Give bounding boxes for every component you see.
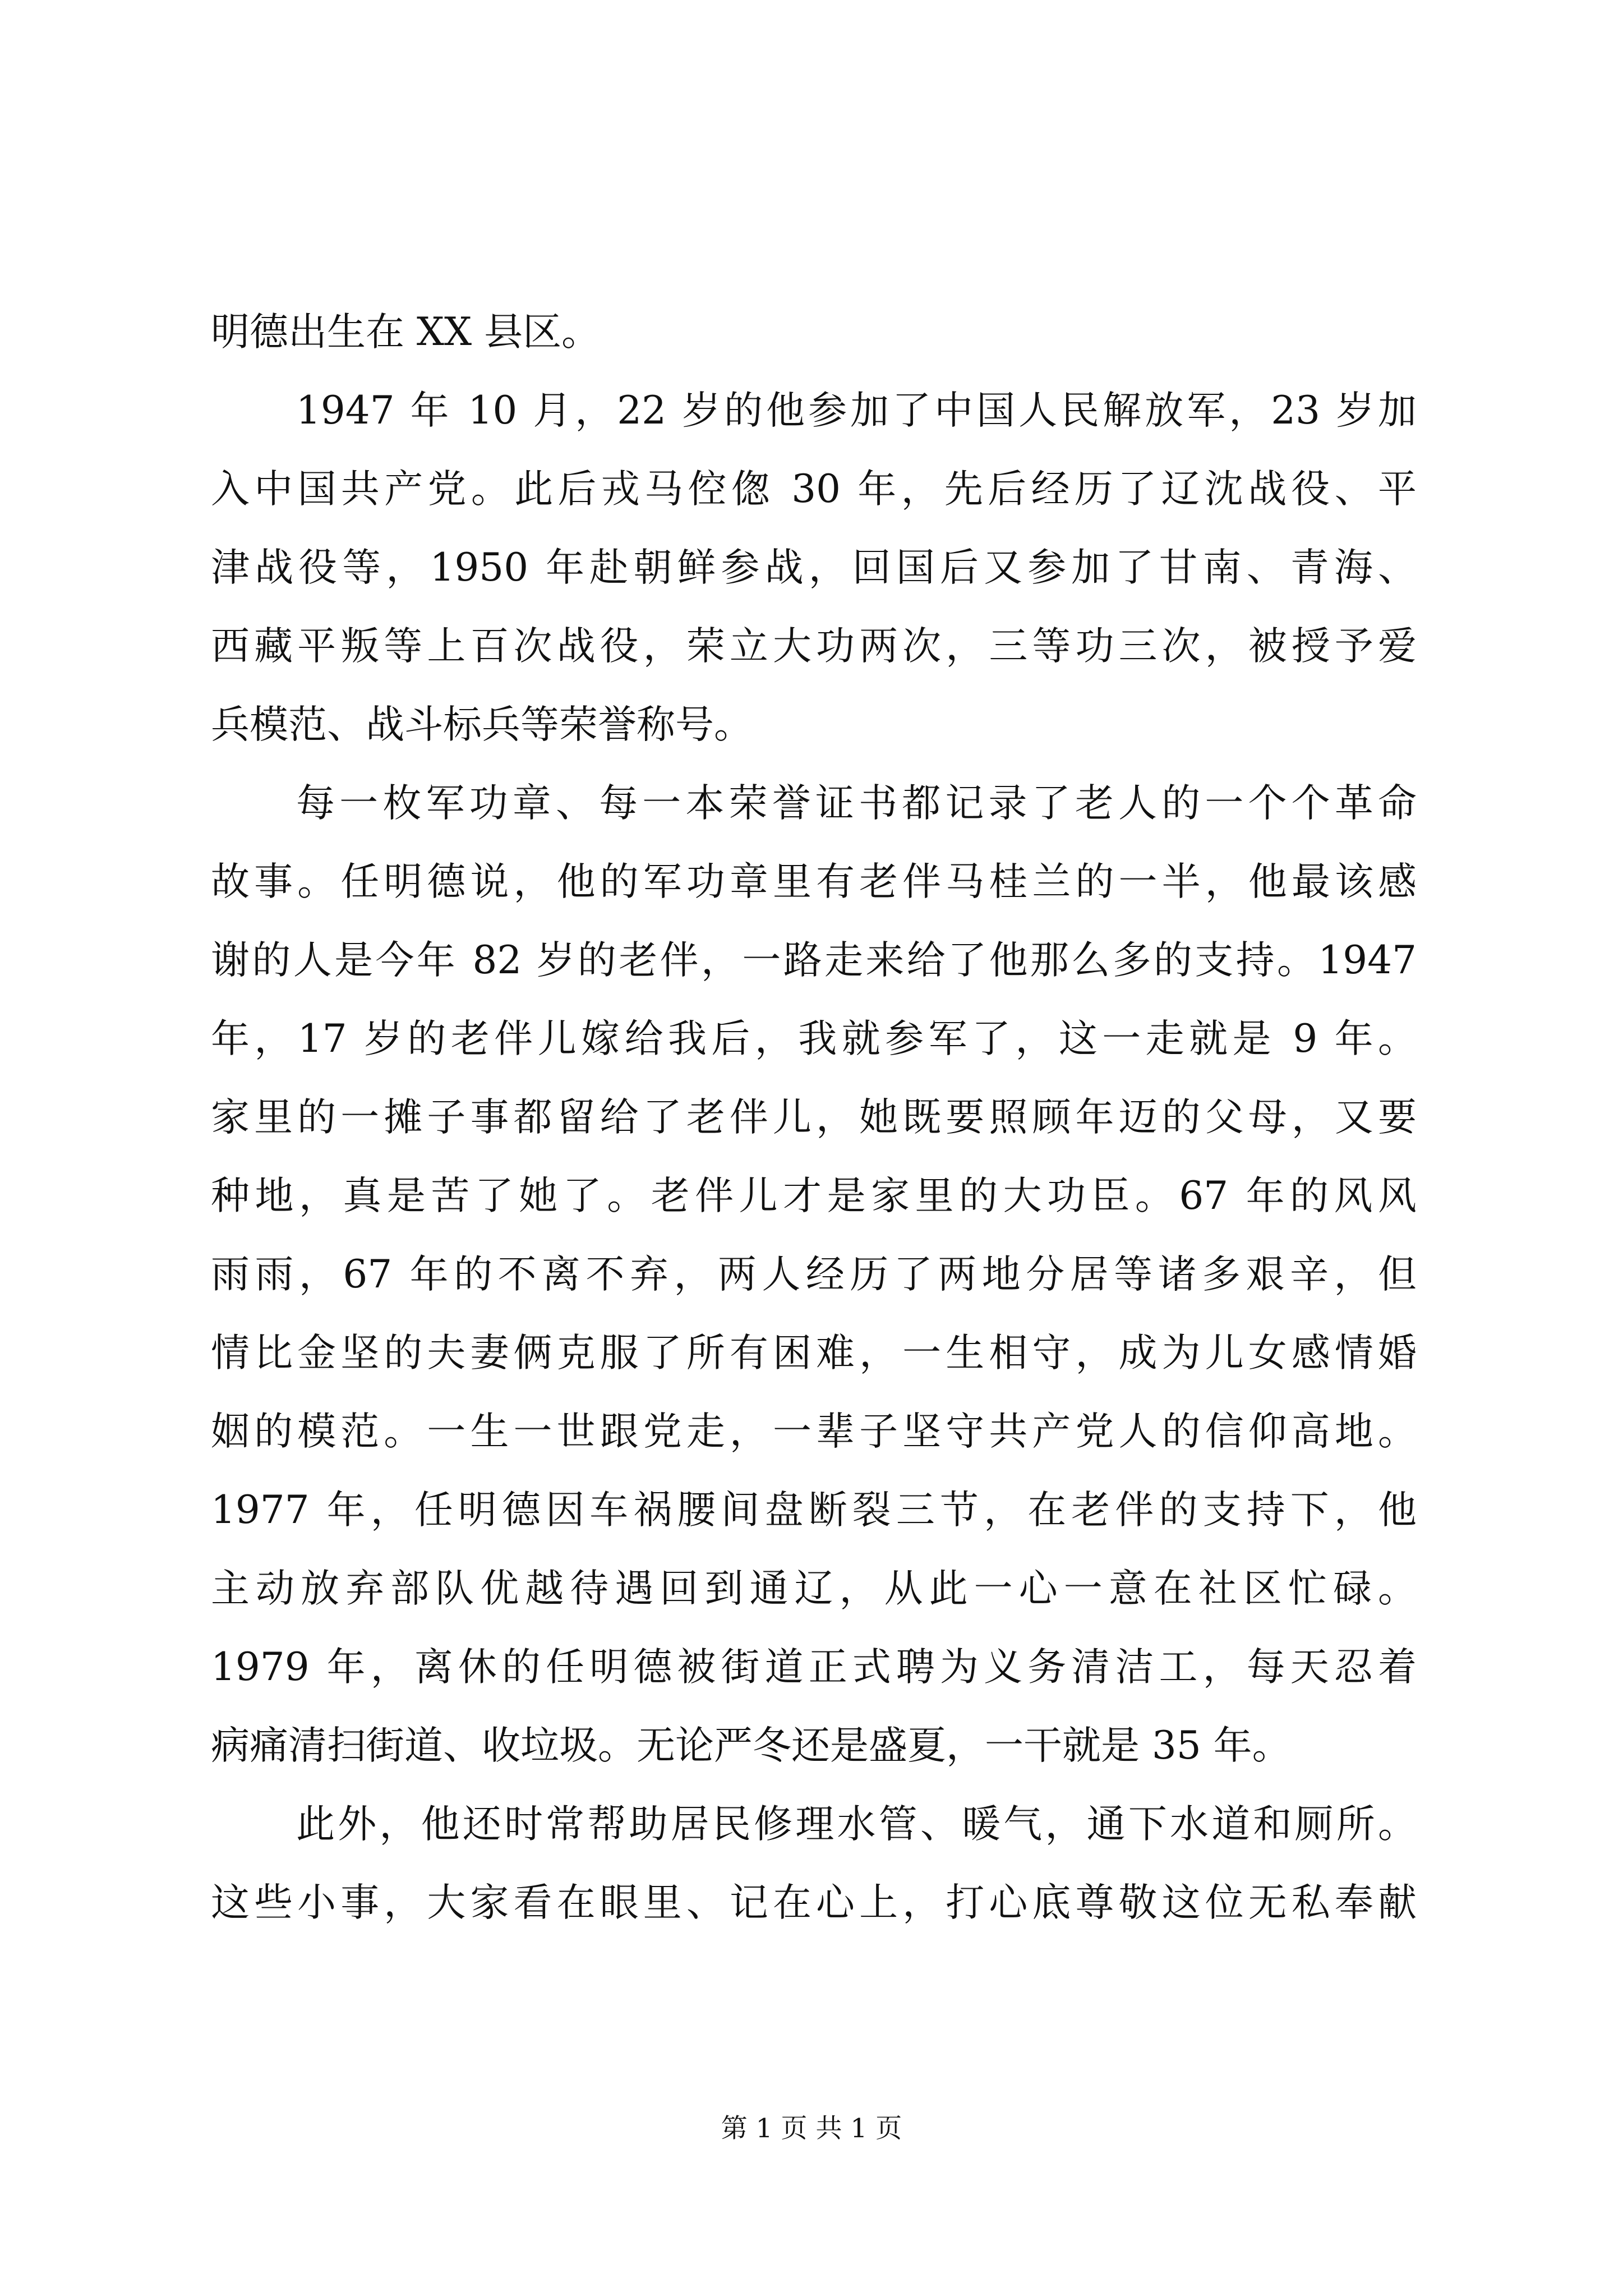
text-line: 姻的模范。一生一世跟党走，一辈子坚守共产党人的信仰高地。	[211, 1409, 1417, 1454]
text-line: 津战役等，1950 年赴朝鲜参战，回国后又参加了甘南、青海、	[211, 545, 1417, 590]
text-line: 病痛清扫街道、收垃圾。无论严冬还是盛夏，一干就是 35 年。	[211, 1723, 1291, 1768]
text-line: 此外，他还时常帮助居民修理水管、暖气，通下水道和厕所。	[296, 1802, 1417, 1847]
text-line: 1947 年 10 月，22 岁的他参加了中国人民解放军，23 岁加	[296, 388, 1417, 433]
text-line: 谢的人是今年 82 岁的老伴，一路走来给了他那么多的支持。1947	[211, 938, 1417, 983]
text-line: 1979 年，离休的任明德被街道正式聘为义务清洁工，每天忍着	[211, 1645, 1417, 1690]
text-line: 1977 年，任明德因车祸腰间盘断裂三节，在老伴的支持下，他	[211, 1488, 1417, 1533]
text-line: 每一枚军功章、每一本荣誉证书都记录了老人的一个个革命	[296, 781, 1417, 826]
text-line: 主动放弃部队优越待遇回到通辽，从此一心一意在社区忙碌。	[211, 1566, 1417, 1611]
text-line: 兵模范、战斗标兵等荣誉称号。	[211, 702, 753, 747]
text-line: 年，17 岁的老伴儿嫁给我后，我就参军了，这一走就是 9 年。	[211, 1016, 1417, 1061]
text-line: 明德出生在 XX 县区。	[211, 310, 601, 355]
text-line: 情比金坚的夫妻俩克服了所有困难，一生相守，成为儿女感情婚	[211, 1331, 1417, 1375]
text-line: 故事。任明德说，他的军功章里有老伴马桂兰的一半，他最该感	[211, 859, 1417, 904]
text-line: 家里的一摊子事都留给了老伴儿，她既要照顾年迈的父母，又要	[211, 1095, 1417, 1140]
text-line: 雨雨，67 年的不离不弃，两人经历了两地分居等诸多艰辛，但	[211, 1252, 1417, 1297]
page-footer: 第 1 页 共 1 页	[721, 2113, 902, 2144]
text-line: 入中国共产党。此后戎马倥偬 30 年，先后经历了辽沈战役、平	[211, 467, 1417, 512]
text-line: 西藏平叛等上百次战役，荣立大功两次，三等功三次，被授予爱	[211, 624, 1417, 669]
text-line: 这些小事，大家看在眼里、记在心上，打心底尊敬这位无私奉献	[211, 1880, 1417, 1925]
document-body	[211, 293, 1417, 1942]
text-line: 种地，真是苦了她了。老伴儿才是家里的大功臣。67 年的风风	[211, 1174, 1417, 1218]
